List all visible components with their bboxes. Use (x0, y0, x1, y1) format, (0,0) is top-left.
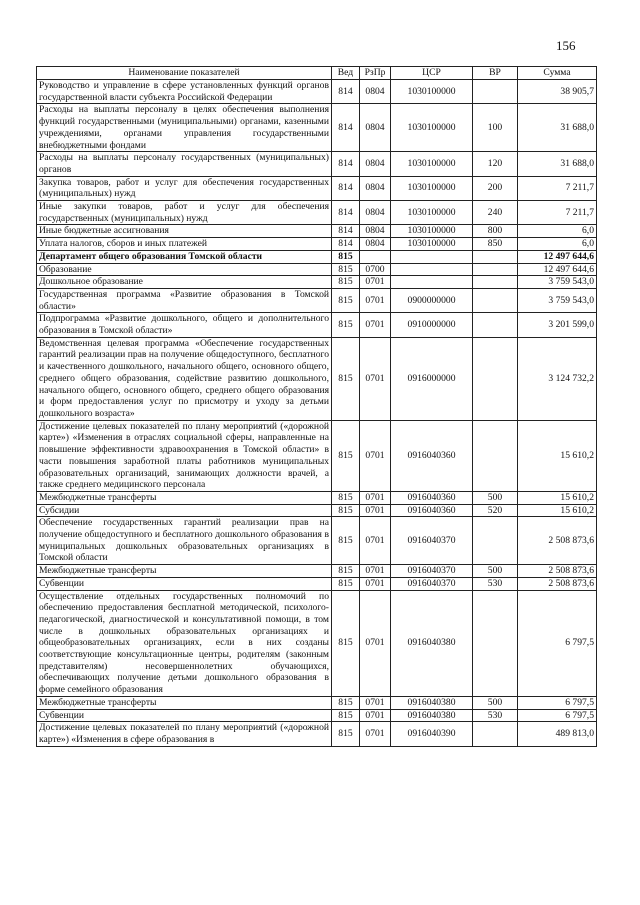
page-number: 156 (556, 38, 576, 53)
table-header-row (37, 67, 597, 80)
cell-rzpr: 0804 (360, 152, 391, 176)
cell-rzpr: 0700 (360, 263, 391, 276)
cell-vr (473, 263, 518, 276)
cell-vr: 520 (473, 504, 518, 517)
budget-table (36, 66, 597, 747)
cell-ved: 815 (332, 250, 360, 263)
table-row (37, 565, 597, 578)
col-header-csr: ЦСР (391, 67, 473, 80)
cell-ved: 814 (332, 80, 360, 104)
cell-sum: 2 508 873,6 (518, 565, 597, 578)
col-header-rzpr: РзПр (360, 67, 391, 80)
cell-csr: 0916040360 (391, 420, 473, 491)
table-row (37, 709, 597, 722)
cell-ved: 815 (332, 565, 360, 578)
cell-rzpr: 0701 (360, 722, 391, 746)
cell-rzpr: 0804 (360, 104, 391, 152)
cell-csr: 1030100000 (391, 225, 473, 238)
cell-sum: 31 688,0 (518, 152, 597, 176)
cell-sum: 15 610,2 (518, 420, 597, 491)
cell-vr (473, 276, 518, 289)
cell-vr (473, 590, 518, 696)
cell-ved: 815 (332, 337, 360, 420)
cell-sum: 15 610,2 (518, 504, 597, 517)
cell-vr (473, 420, 518, 491)
col-header-sum: Сумма (518, 67, 597, 80)
cell-sum: 6 797,5 (518, 696, 597, 709)
table-row (37, 313, 597, 337)
cell-name: Образование (37, 263, 332, 276)
cell-vr: 200 (473, 176, 518, 200)
cell-csr: 0916040380 (391, 709, 473, 722)
table-row (37, 590, 597, 696)
cell-ved: 815 (332, 313, 360, 337)
cell-rzpr: 0804 (360, 201, 391, 225)
cell-csr (391, 263, 473, 276)
cell-csr: 1030100000 (391, 176, 473, 200)
cell-rzpr: 0701 (360, 517, 391, 565)
cell-name: Государственная программа «Развитие образования в Томской области» (37, 288, 332, 312)
cell-ved: 814 (332, 104, 360, 152)
cell-name: Субсидии (37, 504, 332, 517)
cell-name: Субвенции (37, 577, 332, 590)
table-row (37, 288, 597, 312)
cell-rzpr: 0701 (360, 709, 391, 722)
cell-csr: 0916000000 (391, 337, 473, 420)
cell-csr: 1030100000 (391, 152, 473, 176)
cell-csr: 0916040370 (391, 565, 473, 578)
cell-vr: 100 (473, 104, 518, 152)
cell-vr: 530 (473, 577, 518, 590)
cell-sum: 3 759 543,0 (518, 288, 597, 312)
table-row (37, 152, 597, 176)
cell-vr (473, 722, 518, 746)
cell-ved: 815 (332, 288, 360, 312)
cell-rzpr: 0701 (360, 491, 391, 504)
cell-name: Осуществление отдельных государственных полномочий по обеспечению предоставления бесплатной методической, психолого-педагогической, диагностической и консультативной помощи, в том числе в дошкольных образовательных организациях и общеобразовательных организациях, если в них созданы соответствующие консультационные центры, родителям (законным представителям) несовершеннолетних обучающихся, обеспечивающих получение детьми дошкольного образования в форме семейного образования (37, 590, 332, 696)
cell-ved: 815 (332, 590, 360, 696)
cell-ved: 814 (332, 225, 360, 238)
cell-rzpr: 0701 (360, 504, 391, 517)
cell-csr: 0916040390 (391, 722, 473, 746)
cell-name: Расходы на выплаты персоналу государственных (муниципальных) органов (37, 152, 332, 176)
cell-csr: 0916040370 (391, 517, 473, 565)
col-header-name: Наименование показателей (37, 67, 332, 80)
cell-name: Достижение целевых показателей по плану мероприятий («дорожной карте») «Изменения в сфере образования в (37, 722, 332, 746)
cell-name: Расходы на выплаты персоналу в целях обеспечения выполнения функций государственными (муниципальными) органами, казенными учреждениями, органами управления государственными внебюджетными фондами (37, 104, 332, 152)
cell-name: Департамент общего образования Томской области (37, 250, 332, 263)
cell-sum: 38 905,7 (518, 80, 597, 104)
cell-name: Руководство и управление в сфере установленных функций органов государственной власти субъекта Российской Федерации (37, 80, 332, 104)
cell-rzpr: 0701 (360, 337, 391, 420)
cell-ved: 815 (332, 491, 360, 504)
cell-vr: 500 (473, 565, 518, 578)
cell-vr (473, 80, 518, 104)
cell-csr: 0916040360 (391, 491, 473, 504)
cell-vr: 500 (473, 491, 518, 504)
table-row (37, 420, 597, 491)
cell-ved: 815 (332, 517, 360, 565)
cell-rzpr: 0804 (360, 176, 391, 200)
col-header-ved: Вед (332, 67, 360, 80)
cell-vr: 800 (473, 225, 518, 238)
cell-rzpr: 0701 (360, 577, 391, 590)
table-row (37, 696, 597, 709)
cell-sum: 489 813,0 (518, 722, 597, 746)
cell-ved: 814 (332, 201, 360, 225)
col-header-vr: ВР (473, 67, 518, 80)
cell-rzpr: 0701 (360, 276, 391, 289)
cell-ved: 815 (332, 709, 360, 722)
cell-csr: 0916040380 (391, 590, 473, 696)
cell-vr (473, 250, 518, 263)
cell-sum: 7 211,7 (518, 176, 597, 200)
cell-ved: 814 (332, 176, 360, 200)
cell-ved: 815 (332, 696, 360, 709)
cell-sum: 3 759 543,0 (518, 276, 597, 289)
cell-csr: 0916040360 (391, 504, 473, 517)
cell-name: Межбюджетные трансферты (37, 565, 332, 578)
cell-vr: 500 (473, 696, 518, 709)
cell-vr (473, 517, 518, 565)
table-row (37, 201, 597, 225)
cell-rzpr: 0804 (360, 80, 391, 104)
cell-rzpr: 0701 (360, 565, 391, 578)
cell-sum: 6 797,5 (518, 590, 597, 696)
cell-rzpr: 0701 (360, 590, 391, 696)
table-row (37, 517, 597, 565)
cell-name: Достижение целевых показателей по плану мероприятий («дорожной карте») «Изменения в отраслях социальной сферы, направленные на повышение эффективности здравоохранения в Томской области» в части повышения заработной платы работников муниципальных образовательных организаций, занимающих должности врачей, а также среднего медицинского персонала (37, 420, 332, 491)
table-row (37, 276, 597, 289)
cell-name: Закупка товаров, работ и услуг для обеспечения государственных (муниципальных) нужд (37, 176, 332, 200)
cell-rzpr: 0701 (360, 313, 391, 337)
cell-name: Обеспечение государственных гарантий реализации прав на получение общедоступного и бесплатного дошкольного образования в муниципальных дошкольных образовательных организациях в Томской области (37, 517, 332, 565)
cell-sum: 3 124 732,2 (518, 337, 597, 420)
cell-sum: 12 497 644,6 (518, 250, 597, 263)
cell-name: Дошкольное образование (37, 276, 332, 289)
cell-csr: 1030100000 (391, 80, 473, 104)
cell-csr: 0916040370 (391, 577, 473, 590)
cell-csr: 1030100000 (391, 104, 473, 152)
table-row (37, 80, 597, 104)
cell-ved: 815 (332, 504, 360, 517)
cell-name: Субвенции (37, 709, 332, 722)
cell-name: Иные бюджетные ассигнования (37, 225, 332, 238)
cell-csr: 1030100000 (391, 201, 473, 225)
cell-ved: 814 (332, 152, 360, 176)
cell-rzpr: 0701 (360, 420, 391, 491)
cell-sum: 6,0 (518, 238, 597, 251)
cell-csr (391, 276, 473, 289)
cell-csr: 0910000000 (391, 313, 473, 337)
cell-name: Подпрограмма «Развитие дошкольного, общего и дополнительного образования в Томской области» (37, 313, 332, 337)
cell-rzpr: 0804 (360, 238, 391, 251)
cell-sum: 31 688,0 (518, 104, 597, 152)
table-row (37, 176, 597, 200)
cell-ved: 815 (332, 263, 360, 276)
cell-name: Межбюджетные трансферты (37, 491, 332, 504)
cell-vr: 240 (473, 201, 518, 225)
table-row (37, 250, 597, 263)
cell-name: Уплата налогов, сборов и иных платежей (37, 238, 332, 251)
table-row (37, 225, 597, 238)
cell-ved: 814 (332, 238, 360, 251)
cell-sum: 2 508 873,6 (518, 517, 597, 565)
cell-name: Межбюджетные трансферты (37, 696, 332, 709)
cell-csr: 1030100000 (391, 238, 473, 251)
cell-ved: 815 (332, 276, 360, 289)
cell-ved: 815 (332, 722, 360, 746)
cell-vr (473, 313, 518, 337)
cell-ved: 815 (332, 577, 360, 590)
cell-sum: 6 797,5 (518, 709, 597, 722)
cell-csr: 0900000000 (391, 288, 473, 312)
cell-sum: 12 497 644,6 (518, 263, 597, 276)
cell-csr: 0916040380 (391, 696, 473, 709)
cell-csr (391, 250, 473, 263)
cell-sum: 3 201 599,0 (518, 313, 597, 337)
cell-sum: 6,0 (518, 225, 597, 238)
cell-rzpr: 0701 (360, 696, 391, 709)
table-row (37, 491, 597, 504)
cell-name: Иные закупки товаров, работ и услуг для обеспечения государственных (муниципальных) нужд (37, 201, 332, 225)
cell-vr: 120 (473, 152, 518, 176)
cell-sum: 7 211,7 (518, 201, 597, 225)
cell-vr (473, 337, 518, 420)
cell-sum: 2 508 873,6 (518, 577, 597, 590)
cell-vr (473, 288, 518, 312)
cell-rzpr (360, 250, 391, 263)
cell-name: Ведомственная целевая программа «Обеспечение государственных гарантий реализации прав на получение общедоступного, бесплатного и качественного дошкольного, начального общего, основного общего, среднего общего образования, содействие развитию дошкольного, начального общего, основного общего, среднего общего образования и форм предоставления услуг по присмотру и уходу за детьми дошкольного возраста» (37, 337, 332, 420)
table-row (37, 337, 597, 420)
cell-ved: 815 (332, 420, 360, 491)
table-row (37, 104, 597, 152)
table-row (37, 504, 597, 517)
cell-sum: 15 610,2 (518, 491, 597, 504)
table-row (37, 577, 597, 590)
table-row (37, 238, 597, 251)
cell-vr: 530 (473, 709, 518, 722)
cell-rzpr: 0804 (360, 225, 391, 238)
table-row (37, 263, 597, 276)
cell-rzpr: 0701 (360, 288, 391, 312)
cell-vr: 850 (473, 238, 518, 251)
table-row (37, 722, 597, 746)
